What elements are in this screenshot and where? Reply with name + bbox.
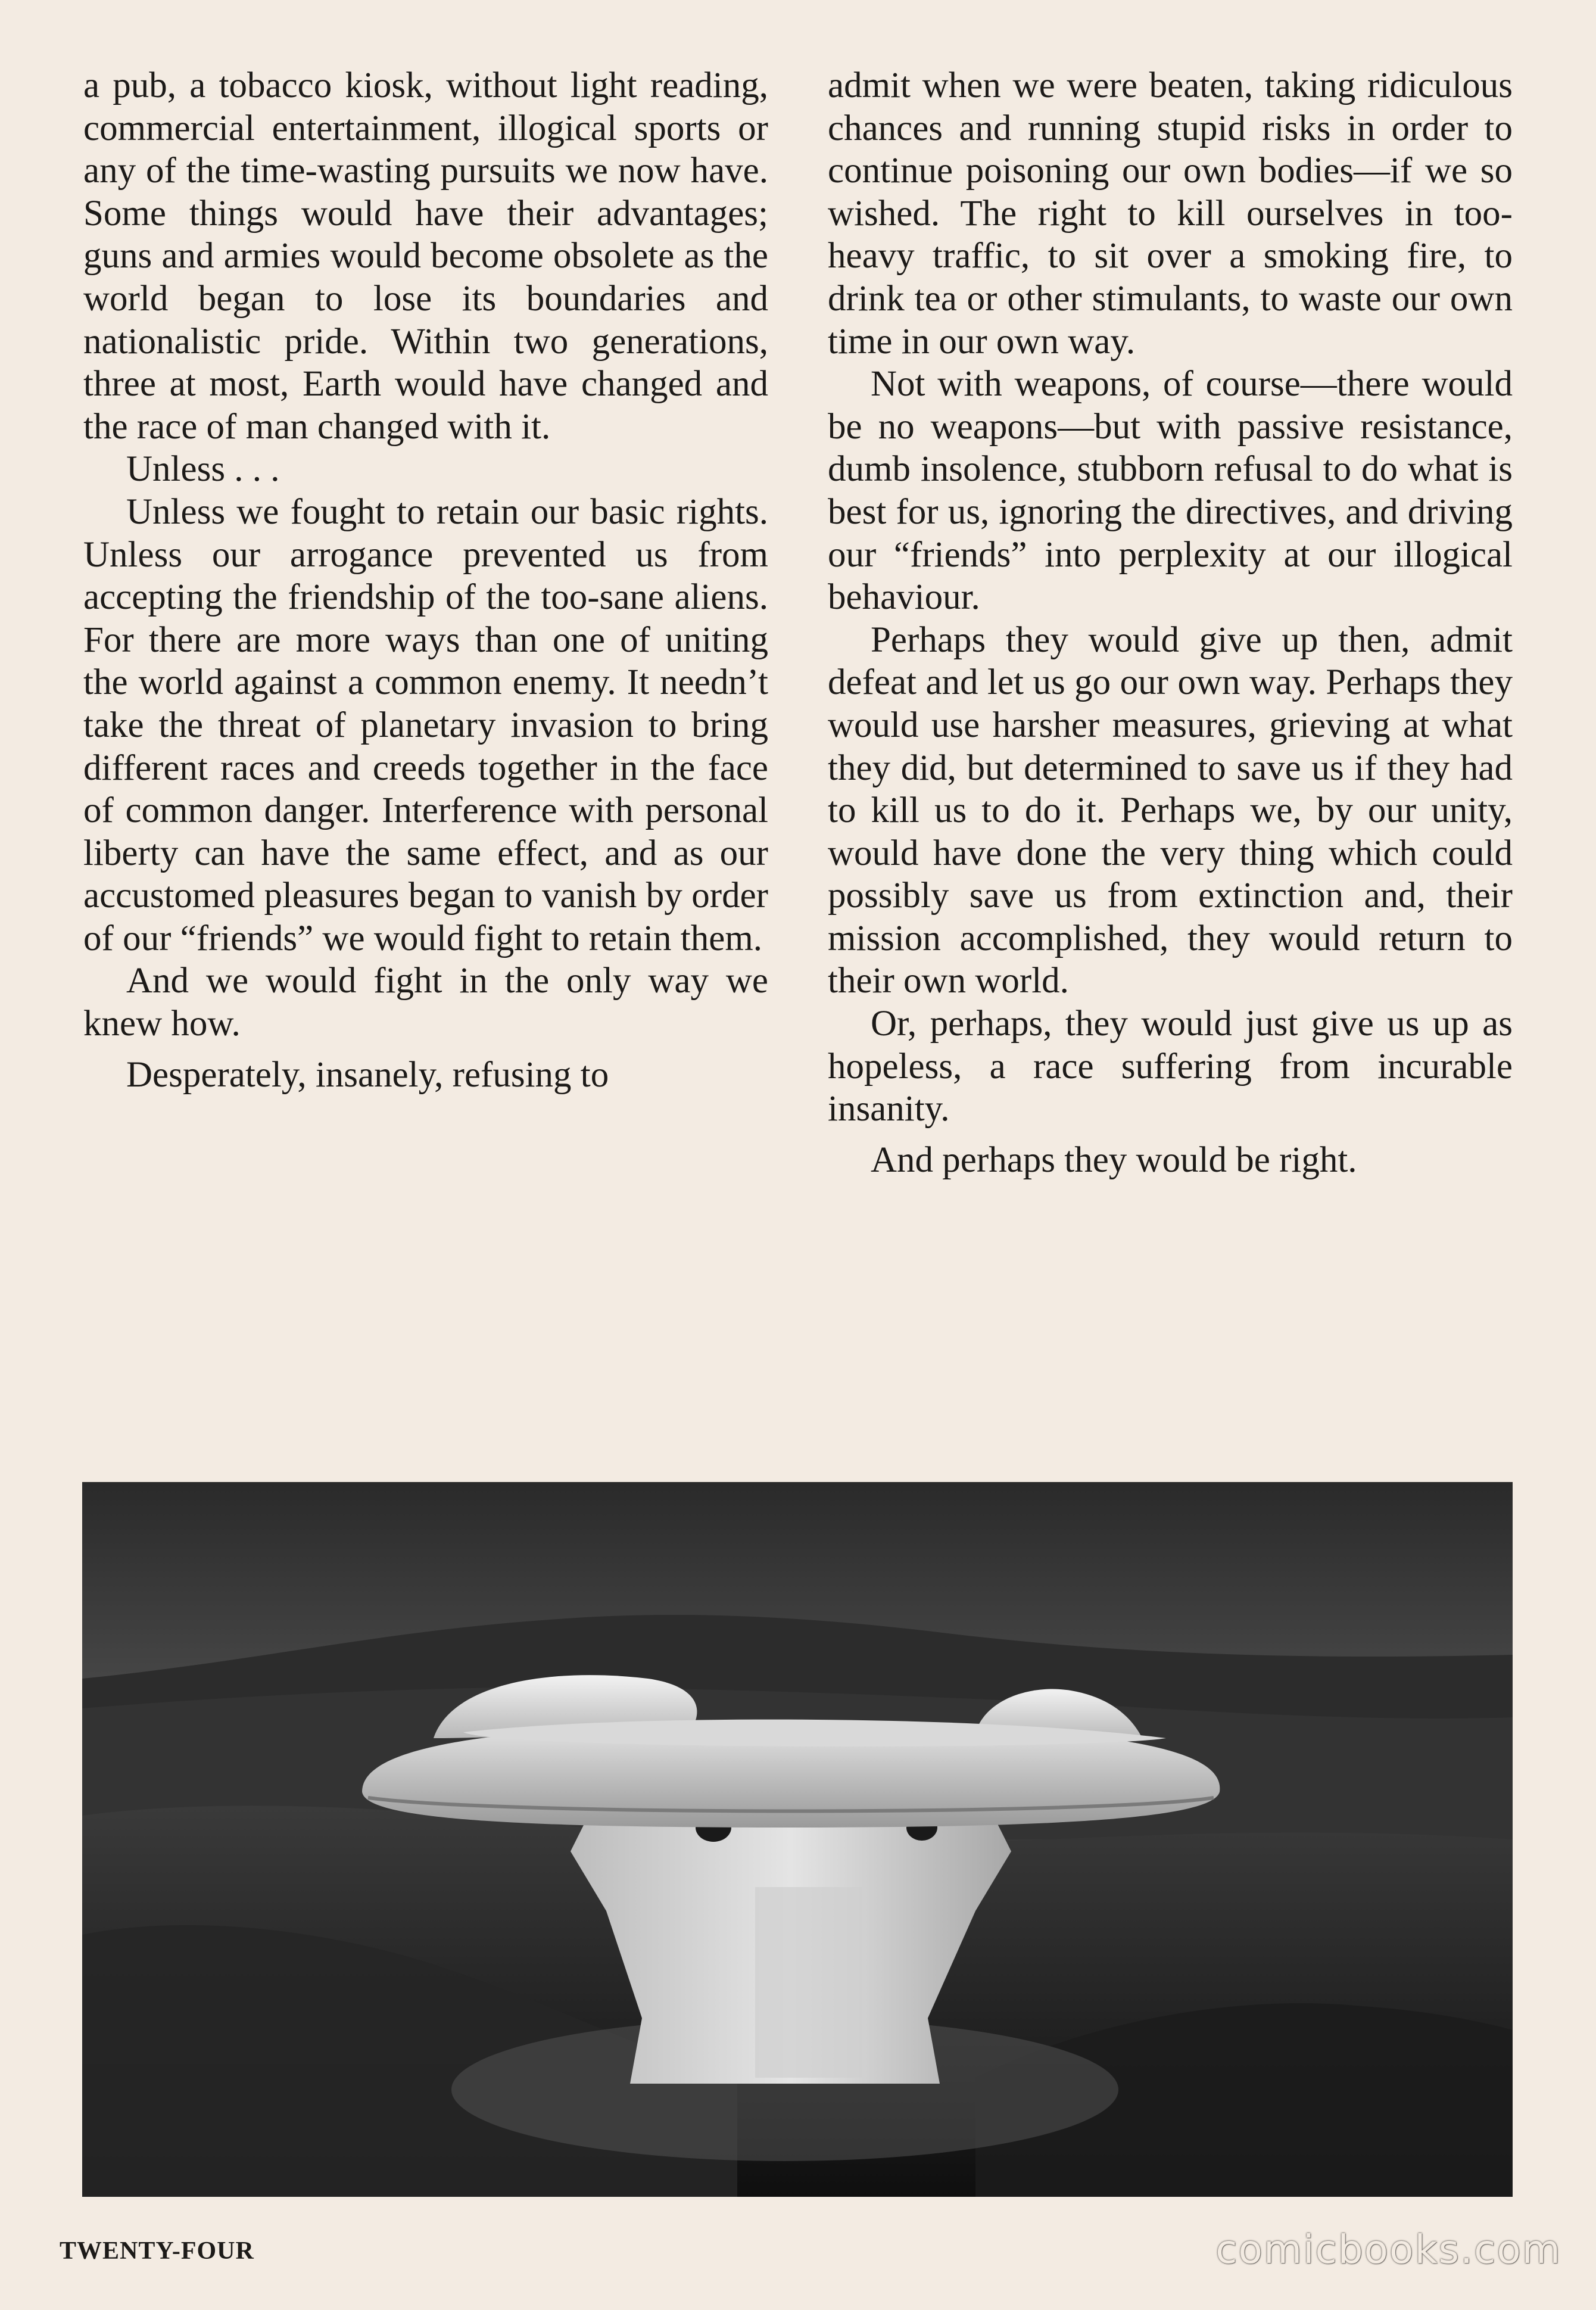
paragraph: And perhaps they would be right.	[871, 1140, 1357, 1180]
paragraph: admit when we were beaten, taking ridiculous chances and running stupid risks in order to continue poisoning our own bodies—if we so wished. The right to kill ourselves in too-heavy traffic, to sit over a smoking fire, to drink tea or other stimulants, to waste our own time in our own way.	[828, 66, 1513, 362]
paragraph: Unless . . .	[126, 449, 280, 490]
watermark: comicbooks.com	[1215, 2227, 1561, 2272]
page-number: TWENTY-FOUR	[60, 2237, 254, 2265]
paragraph: Perhaps they would give up then, admit defeat and let us go our own way. Perhaps they would use harsher measures, grieving at what they did, but determined to save us if they had to kill us to do it. Perhaps we, by our unity, would have done the very thing which could possibly save us from extinction and, their mission accomplished, they would return to their own world.	[828, 619, 1513, 1001]
paragraph: Not with weapons, of course—there would be no weapons—but with passive resistance, dumb insolence, stubborn refusal to do what is best for us, ignoring the directives, and driving our “friends” into perplexity at our illogical behaviour.	[828, 364, 1513, 618]
paragraph: Desperately, insanely, refusing to	[126, 1054, 609, 1095]
saucer-column	[755, 1887, 862, 2078]
paragraph: Or, perhaps, they would just give us up as hopeless, a race suffering from incurable insanity.	[828, 1004, 1513, 1129]
article-column-left	[83, 64, 768, 1096]
flying-saucer-photo	[82, 1482, 1513, 2197]
paragraph: Unless we fought to retain our basic rights. Unless our arrogance prevented us from accepting the friendship of the too-sane aliens. For there are more ways than one of uniting the world against a common enemy. It needn’t take the threat of planetary invasion to bring different races and creeds together in the face of common danger. Interference with personal liberty can have the same effect, and as our accustomed pleasures began to vanish by order of our “friends” we would fight to retain them.	[83, 491, 768, 958]
paragraph: a pub, a tobacco kiosk, without light reading, commercial entertainment, illogical sports or any of the time-wasting pursuits we now have. Some things would have their advantages; guns and armies would become obsolete as the world began to lose its boundaries and nationalistic pride. Within two generations, three at most, Earth would have changed and the race of man changed with it.	[83, 66, 768, 447]
paragraph: And we would fight in the only way we knew how.	[83, 961, 768, 1044]
saucer-illustration	[82, 1482, 1513, 2197]
article-column-right	[828, 64, 1513, 1181]
